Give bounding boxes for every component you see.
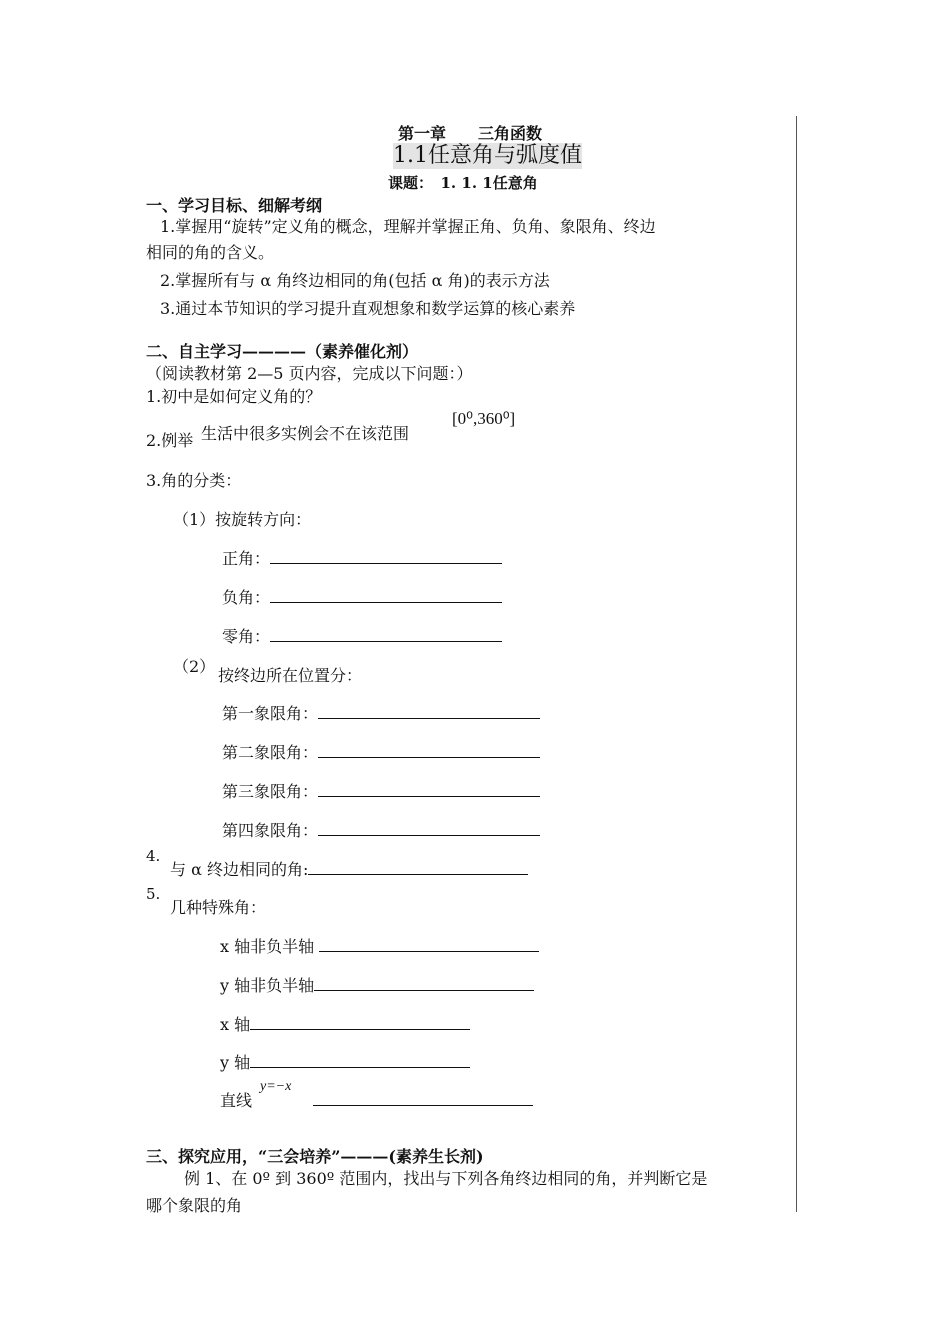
special-line-blank[interactable]: [313, 1091, 533, 1106]
negative-angle-blank[interactable]: [270, 588, 502, 603]
question-3: 3.角的分类：: [146, 471, 242, 490]
question-1: 1.初中是如何定义角的？: [146, 387, 322, 406]
special-y-nonneg-label: y 轴非负半轴: [220, 976, 315, 995]
special-x-axis-blank[interactable]: [250, 1015, 470, 1030]
zero-angle-label: 零角：: [222, 627, 271, 646]
classification-2-number: （2）: [173, 657, 216, 676]
coterminal-angle-blank[interactable]: [308, 860, 528, 875]
classification-by-rotation: （1）按旋转方向：: [173, 510, 312, 529]
positive-angle-label: 正角：: [222, 549, 271, 568]
quadrant-4-label: 第四象限角：: [222, 821, 319, 840]
negative-angle-label: 负角：: [222, 588, 271, 607]
positive-angle-item: [222, 546, 502, 569]
part3-heading: 三、探究应用，“三会培养”———(素养生长剂): [146, 1147, 484, 1166]
special-y-nonneg-blank[interactable]: [314, 976, 534, 991]
negative-angle-item: [222, 585, 502, 608]
quadrant-4-blank[interactable]: [318, 821, 540, 836]
lesson-title: 课题： 1. 1. 1任意角: [388, 174, 538, 192]
quadrant-2-label: 第二象限角：: [222, 743, 319, 762]
goal-3: 3.通过本节知识的学习提升直观想象和数学运算的核心素养: [160, 299, 576, 318]
quadrant-3-label: 第三象限角：: [222, 782, 319, 801]
special-x-axis-label: x 轴: [220, 1015, 251, 1034]
special-x-axis-item: [220, 1012, 470, 1035]
zero-angle-item: [222, 624, 502, 647]
example-1-line-2: 哪个象限的角: [146, 1196, 243, 1215]
question-2-prefix: 2.例举: [146, 431, 194, 450]
question-5-number: 5.: [146, 885, 161, 903]
special-y-axis-blank[interactable]: [250, 1053, 470, 1068]
line-formula: y=−x: [260, 1079, 292, 1094]
special-line-label: 直线: [220, 1091, 253, 1110]
quadrant-1-label: 第一象限角：: [222, 704, 319, 723]
special-y-nonneg-item: [220, 973, 534, 996]
quadrant-2-blank[interactable]: [318, 743, 540, 758]
reading-instruction: （阅读教材第 2—5 页内容，完成以下问题：）: [146, 364, 473, 383]
part1-heading: 一、学习目标、细解考纲: [146, 196, 323, 215]
special-y-axis-item: [220, 1050, 470, 1073]
zero-angle-blank[interactable]: [270, 627, 502, 642]
question-2-text: 生活中很多实例会不在该范围: [201, 424, 410, 443]
special-x-nonneg-blank[interactable]: [319, 937, 539, 952]
part2-heading: 二、自主学习————（素养催化剂）: [146, 342, 419, 361]
goal-1-line-1: 1.掌握用“旋转”定义角的概念，理解并掌握正角、负角、象限角、终边: [160, 217, 656, 236]
goal-2: 2.掌握所有与 α 角终边相同的角(包括 α 角)的表示方法: [160, 271, 550, 290]
question-4-number: 4.: [146, 847, 161, 865]
chapter-title: 第一章 三角函数: [398, 124, 543, 143]
section-title: 1.1任意角与弧度值: [393, 143, 582, 168]
special-x-nonneg-item: [220, 934, 539, 957]
positive-angle-blank[interactable]: [270, 549, 502, 564]
question-4-label: 与 α 终边相同的角:: [170, 860, 309, 879]
quadrant-3-blank[interactable]: [318, 782, 540, 797]
question-5: 几种特殊角：: [170, 898, 267, 917]
classification-by-terminal-side: 按终边所在位置分：: [218, 666, 363, 685]
range-formula: [0⁰,360⁰]: [452, 409, 516, 428]
quadrant-2-item: [222, 740, 540, 763]
special-x-nonneg-label: x 轴非负半轴: [220, 937, 315, 956]
goal-1-line-2: 相同的角的含义。: [146, 243, 275, 262]
question-4-item: [170, 857, 528, 880]
special-y-axis-label: y 轴: [220, 1053, 251, 1072]
example-1-line-1: 例 1、在 0º 到 360º 范围内，找出与下列各角终边相同的角，并判断它是: [184, 1169, 708, 1188]
quadrant-3-item: [222, 779, 540, 802]
quadrant-1-item: [222, 701, 540, 724]
page-right-border: [796, 116, 797, 1212]
quadrant-4-item: [222, 818, 540, 841]
quadrant-1-blank[interactable]: [318, 704, 540, 719]
